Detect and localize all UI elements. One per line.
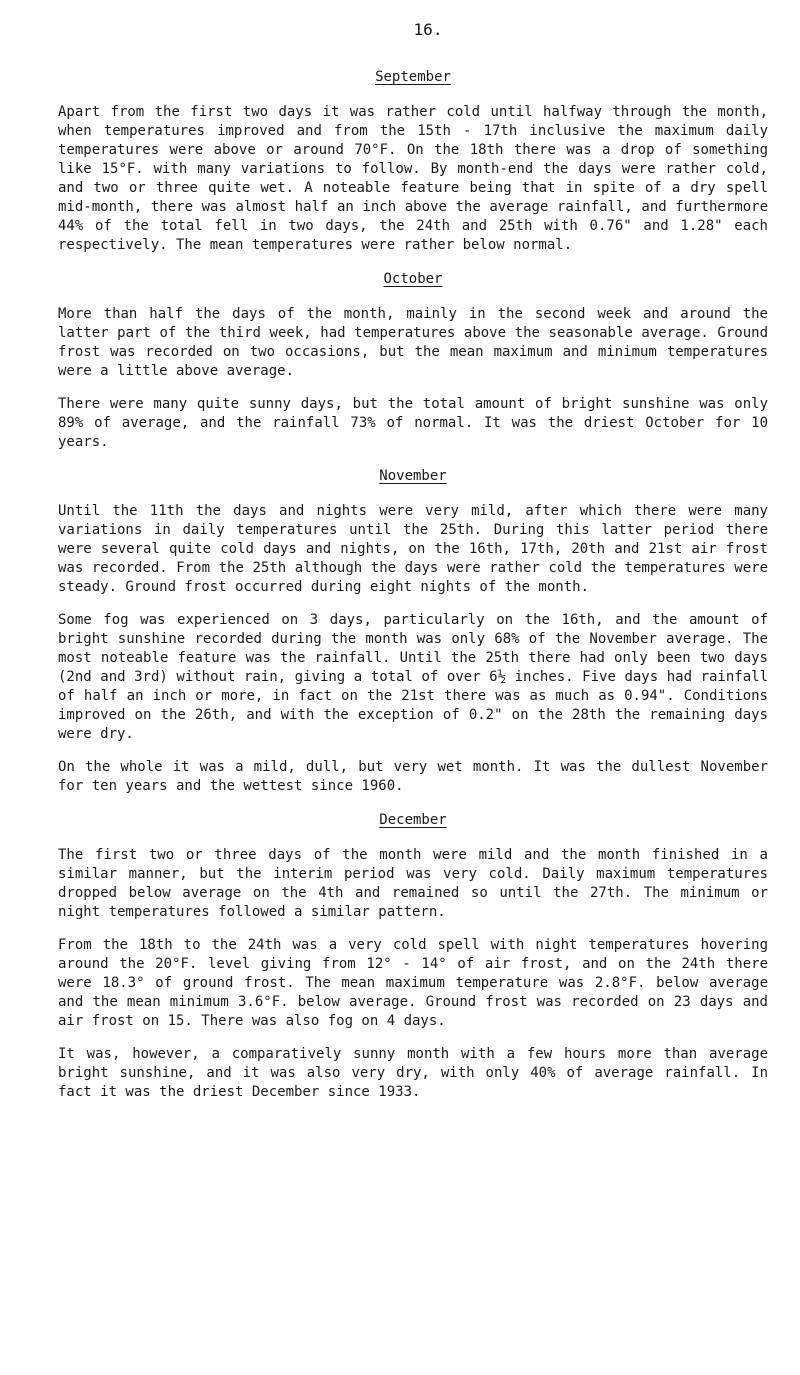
- section-heading: November: [379, 468, 447, 484]
- paragraph: On the whole it was a mild, dull, but very wet month. It was the dullest November for ten years and the wettest since 1960.: [58, 759, 768, 794]
- section-november: [58, 468, 768, 796]
- section-heading: September: [375, 69, 451, 85]
- paragraph: From the 18th to the 24th was a very cold spell with night temperatures hovering around the 20°F. level giving from 12° - 14° of air frost, and on the 24th there were 18.3° of ground frost. The mean maximum temperature was 2.8°F. below average and the mean minimum 3.6°F. below average. Ground frost was recorded on 23 days and air frost on 15. There was also fog on 4 days.: [58, 937, 768, 1029]
- paragraph: Until the 11th the days and nights were very mild, after which there were many variations in daily temperatures until the 25th. During this latter period there were several quite cold days and nights, on the 16th, 17th, 20th and 21st air frost was recorded. From the 25th although the days were rather cold the temperatures were steady. Ground frost occurred during eight nights of the month.: [58, 503, 768, 595]
- paragraph: There were many quite sunny days, but the total amount of bright sunshine was only 89% of average, and the rainfall 73% of normal. It was the driest October for 10 years.: [58, 396, 768, 450]
- paragraph: It was, however, a comparatively sunny month with a few hours more than average bright sunshine, and it was also very dry, with only 40% of average rainfall. In fact it was the driest December since 1933.: [58, 1046, 768, 1100]
- section-heading: December: [379, 812, 447, 828]
- section-september: [58, 69, 768, 255]
- document-page: [58, 20, 768, 1118]
- paragraph: The first two or three days of the month were mild and the month finished in a similar manner, but the interim period was very cold. Daily maximum temperatures dropped below average on the 4th and remained so until the 27th. The minimum or night temperatures followed a similar pattern.: [58, 847, 768, 920]
- paragraph: More than half the days of the month, mainly in the second week and around the latter part of the third week, had temperatures above the seasonable average. Ground frost was recorded on two occasions, but the mean maximum and minimum temperatures were a little above average.: [58, 306, 768, 379]
- section-heading: October: [383, 271, 443, 287]
- section-december: [58, 812, 768, 1102]
- paragraph: Apart from the first two days it was rather cold until halfway through the month, when temperatures improved and from the 15th - 17th inclusive the maximum daily temperatures were above or around 70°F. On the 18th there was a drop of something like 15°F. with many variations to follow. By month-end the days were rather cold, and two or three quite wet. A noteable feature being that in spite of a dry spell mid-month, there was almost half an inch above the average rainfall, and furthermore 44% of the total fell in two days, the 24th and 25th with 0.76" and 1.28" each respectively. The mean temperatures were rather below normal.: [58, 104, 768, 253]
- section-october: [58, 271, 768, 452]
- paragraph: Some fog was experienced on 3 days, particularly on the 16th, and the amount of bright sunshine recorded during the month was only 68% of the November average. The most noteable feature was the rainfall. Until the 25th there had only been two days (2nd and 3rd) without rain, giving a total of over 6½ inches. Five days had rainfall of half an inch or more, in fact on the 21st there was as much as 0.94". Conditions improved on the 26th, and with the exception of 0.2" on the 28th the remaining days were dry.: [58, 612, 768, 742]
- page-number: 16.: [413, 20, 443, 39]
